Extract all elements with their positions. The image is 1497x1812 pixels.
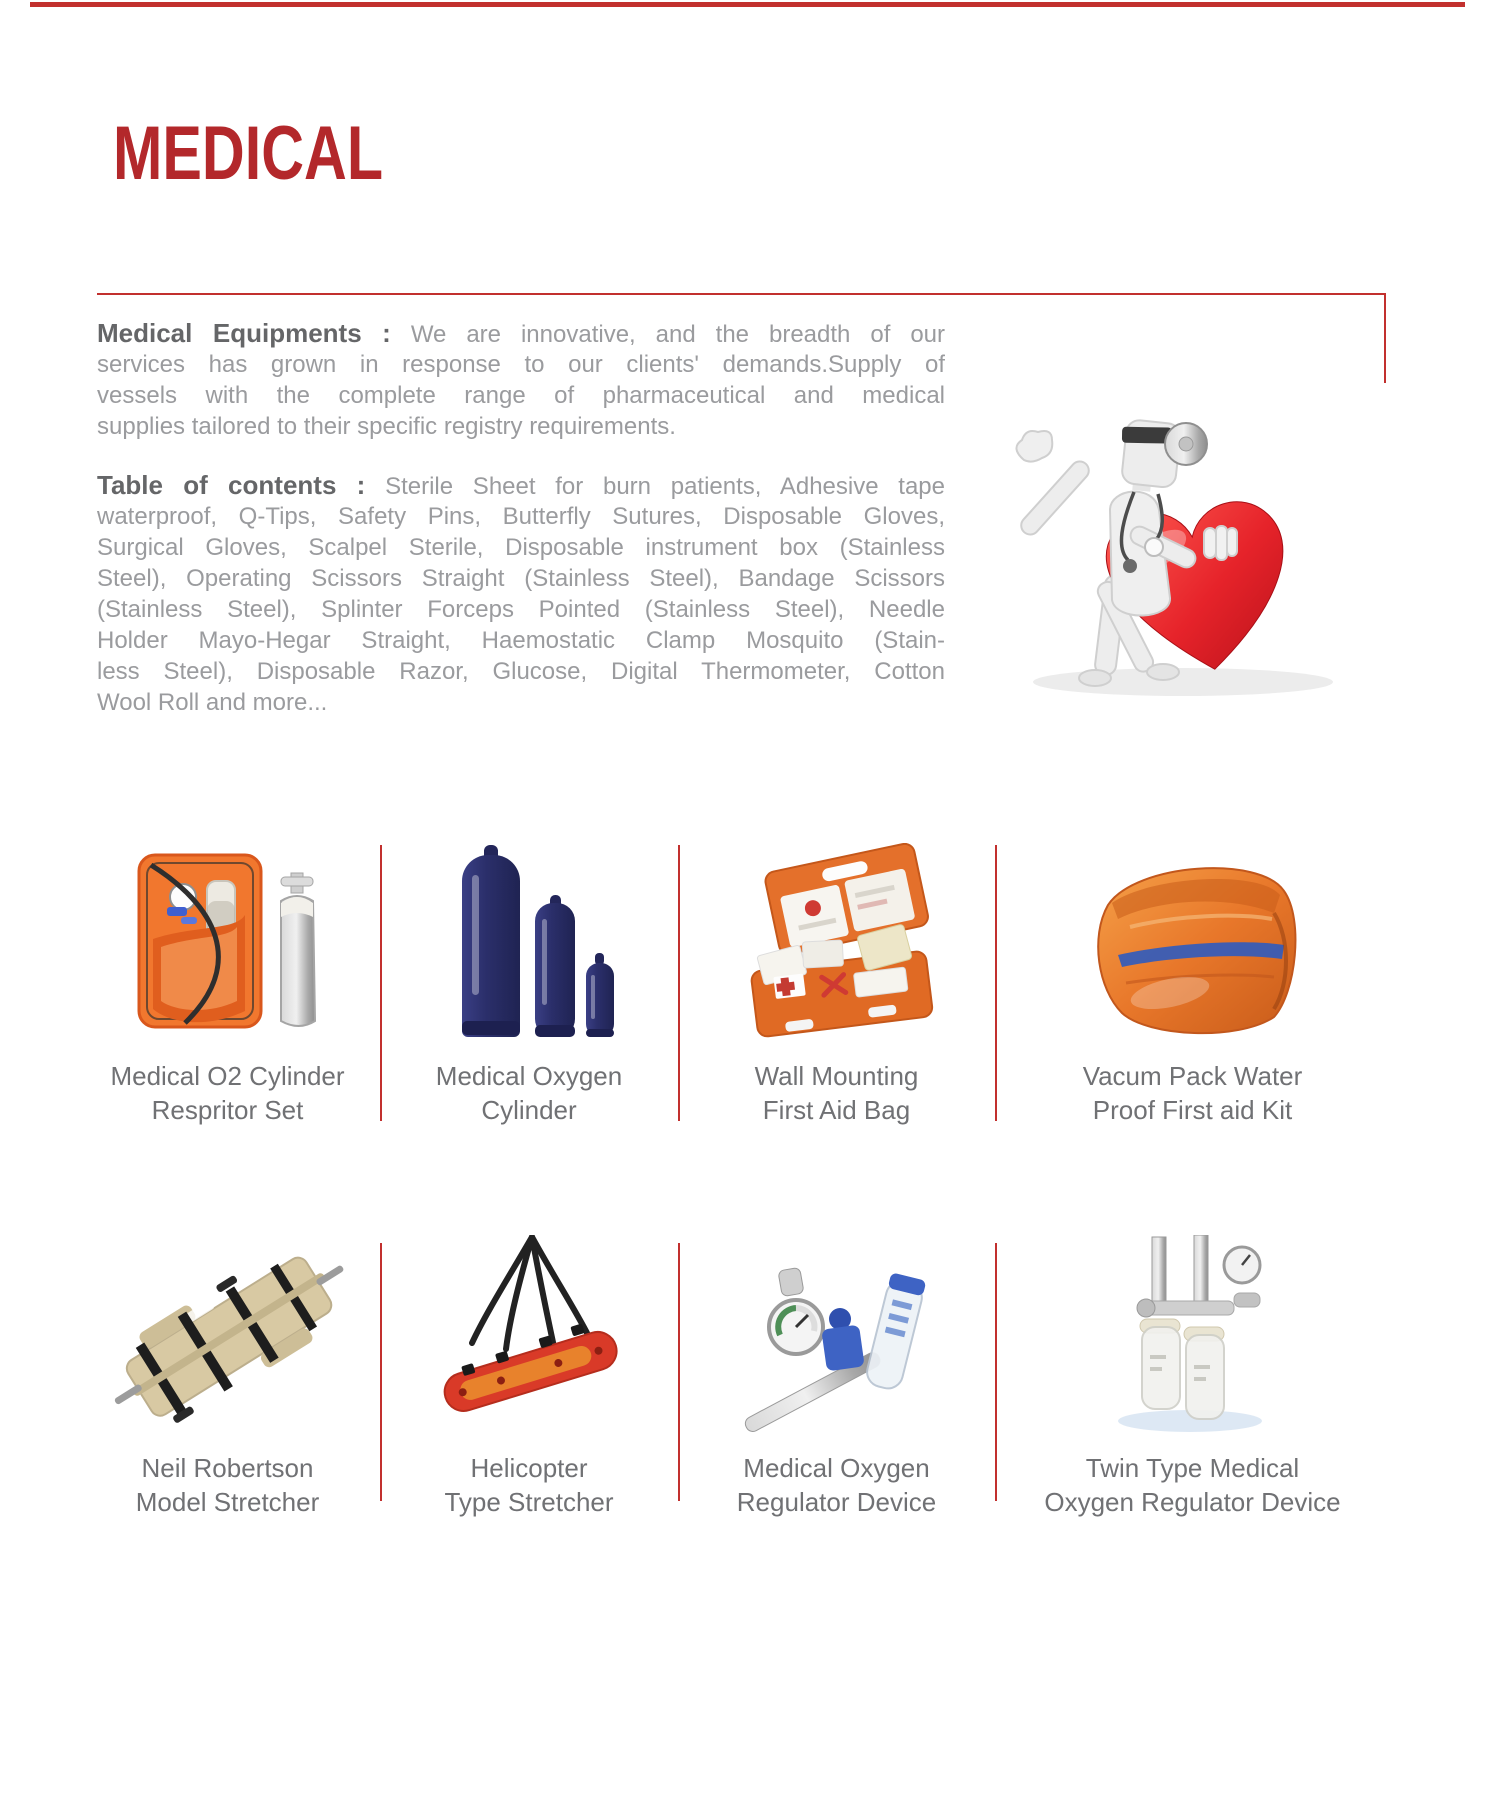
- intro-paragraph: [97, 318, 945, 442]
- neil-robertson-stretcher-illustration: [103, 1235, 353, 1435]
- product-photo-vacuum-first-aid-kit: [995, 845, 1390, 1043]
- intro-line-rest: We are innovative, and the breadth of our: [410, 321, 945, 348]
- contents-line: Surgical Gloves, Scalpel Sterile, Disposable instrument box (Stainless: [97, 534, 945, 561]
- product-cell-twin-oxygen-regulator: [995, 1243, 1390, 1519]
- product-caption: Wall Mounting First Aid Bag: [754, 1061, 919, 1125]
- product-caption: Medical O2 Cylinder Respritor Set: [110, 1061, 345, 1125]
- contents-line: Wool Roll and more...: [97, 689, 328, 716]
- product-cell-neil-robertson-stretcher: [75, 1243, 380, 1519]
- contents-line: less Steel), Disposable Razor, Glucose, Digital Thermometer, Cotton: [97, 658, 945, 685]
- product-photo-o2-respirator-set: [75, 845, 380, 1043]
- product-photo-oxygen-cylinder: [380, 845, 678, 1043]
- intro-lead: Medical Equipments :: [97, 318, 391, 348]
- top-accent-bar: [30, 2, 1465, 7]
- product-photo-helicopter-stretcher: [380, 1243, 678, 1435]
- intro-line: supplies tailored to their specific registry requirements.: [97, 413, 676, 440]
- contents-line: Steel), Operating Scissors Straight (Stainless Steel), Bandage Scissors: [97, 565, 945, 592]
- vacuum-pack-illustration: [1078, 843, 1308, 1043]
- product-cell-oxygen-cylinder: [380, 845, 678, 1127]
- section-divider-corner: [1384, 293, 1386, 383]
- head-mirror-icon: [1165, 423, 1207, 465]
- doctor-heart-svg: [958, 370, 1350, 702]
- product-caption: Vacum Pack Water Proof First aid Kit: [1082, 1061, 1303, 1125]
- product-photo-neil-robertson-stretcher: [75, 1243, 380, 1435]
- product-cell-helicopter-stretcher: [380, 1243, 678, 1519]
- oxygen-regulator-illustration: [722, 1235, 952, 1435]
- page-title: MEDICAL: [113, 111, 384, 196]
- product-cell-oxygen-regulator: [678, 1243, 995, 1519]
- oxygen-cylinder-illustration: [429, 843, 629, 1043]
- contents-line-rest: Sterile Sheet for burn patients, Adhesive tape: [385, 473, 945, 500]
- twin-oxygen-regulator-illustration: [1088, 1235, 1298, 1435]
- helicopter-stretcher-illustration: [414, 1235, 644, 1435]
- contents-lead: Table of contents :: [97, 470, 366, 500]
- product-photo-oxygen-regulator: [678, 1243, 995, 1435]
- contents-line: (Stainless Steel), Splinter Forceps Pointed (Stainless Steel), Needle: [97, 596, 945, 623]
- o2-respirator-set-illustration: [123, 843, 333, 1043]
- product-cell-o2-respirator-set: [75, 845, 380, 1127]
- intro-line: vessels with the complete range of pharmaceutical and medical: [97, 382, 945, 409]
- product-caption: Medical Oxygen Cylinder: [435, 1061, 623, 1125]
- contents-line: [97, 470, 945, 501]
- product-photo-twin-oxygen-regulator: [995, 1243, 1390, 1435]
- product-cell-vacuum-first-aid-kit: [995, 845, 1390, 1127]
- product-caption: Twin Type Medical Oxygen Regulator Device: [1044, 1453, 1341, 1517]
- product-caption: Medical Oxygen Regulator Device: [736, 1453, 937, 1517]
- figure-raised-arm: [1016, 431, 1092, 538]
- contents-line: Holder Mayo-Hegar Straight, Haemostatic Clamp Mosquito (Stain-: [97, 627, 945, 654]
- shadow: [1033, 668, 1333, 696]
- product-photo-first-aid-bag: [678, 845, 995, 1043]
- table-of-contents-paragraph: [97, 470, 945, 718]
- product-caption: Neil Robertson Model Stretcher: [135, 1453, 320, 1517]
- section-divider-line: [97, 293, 1386, 295]
- product-caption: Helicopter Type Stretcher: [444, 1453, 614, 1517]
- contents-line: waterproof, Q-Tips, Safety Pins, Butterfly Sutures, Disposable Gloves,: [97, 503, 945, 530]
- first-aid-bag-illustration: [717, 843, 957, 1043]
- intro-line: services has grown in response to our clients' demands.Supply of: [97, 351, 945, 378]
- doctor-heart-illustration: [958, 370, 1350, 702]
- product-cell-first-aid-bag: [678, 845, 995, 1127]
- intro-line: [97, 318, 945, 349]
